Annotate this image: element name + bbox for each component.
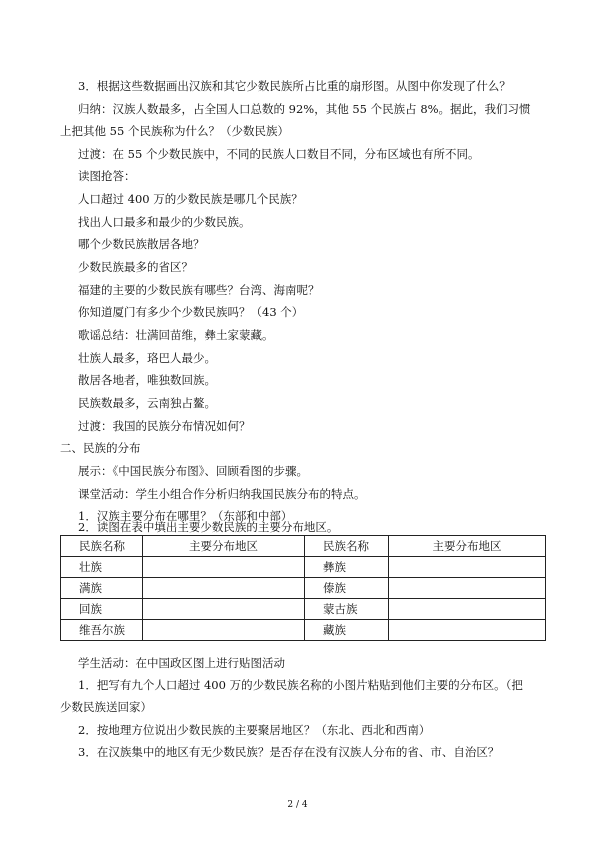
activity-step-3: 3．在汉族集中的地区有无少数民族？是否存在没有汉族人分布的省、市、自治区？ xyxy=(78,745,500,759)
summary-text-cont: 上把其他 55 个民族称为什么？（少数民族） xyxy=(60,124,289,138)
question-3-pie-chart: 3．根据这些数据画出汉族和其它少数民族所占比重的扇形图。从图中你发现了什么？ xyxy=(78,79,511,93)
table-cell: 藏族 xyxy=(305,620,389,641)
table-header: 主要分布地区 xyxy=(143,536,305,557)
question-2: 2．读图在表中填出主要少数民族的主要分布地区。 xyxy=(78,520,339,534)
rhyme-line: 民族数最多，云南独占鳌。 xyxy=(78,396,216,410)
section-heading: 二、民族的分布 xyxy=(60,441,141,455)
table-cell xyxy=(143,557,305,578)
transition-text: 过渡：我国的民族分布情况如何？ xyxy=(78,419,251,433)
class-activity-text: 课堂活动：学生小组合作分析归纳我国民族分布的特点。 xyxy=(78,487,366,501)
transition-text: 过渡：在 55 个少数民族中，不同的民族人口数目不同，分布区域也有所不同。 xyxy=(78,147,480,161)
table-cell: 壮族 xyxy=(61,557,143,578)
quiz-question: 福建的主要的少数民族有哪些？台湾、海南呢？ xyxy=(78,283,320,297)
table-cell xyxy=(389,557,546,578)
quiz-question: 哪个少数民族散居各地？ xyxy=(78,237,205,251)
table-cell xyxy=(143,620,305,641)
table-cell: 蒙古族 xyxy=(305,599,389,620)
activity-step-2: 2．按地理方位说出少数民族的主要聚居地区？（东北、西北和西南） xyxy=(78,723,431,737)
question-1: 1．汉族主要分布在哪里？（东部和中部） xyxy=(78,509,293,523)
table-cell: 傣族 xyxy=(305,578,389,599)
rhyme-summary: 歌谣总结：壮满回苗维，彝土家蒙藏。 xyxy=(78,328,274,342)
rhyme-line: 散居各地者，唯独数回族。 xyxy=(78,373,216,387)
activity-step-1-cont: 少数民族送回家） xyxy=(60,700,152,714)
page-number: 2 / 4 xyxy=(287,800,308,810)
table-cell: 满族 xyxy=(61,578,143,599)
table-header-row xyxy=(61,536,546,557)
table-header: 民族名称 xyxy=(305,536,389,557)
summary-text: 归纳：汉族人数最多，占全国人口总数的 92%，其他 55 个民族占 8%。据此，我们习惯 xyxy=(78,102,531,116)
table-cell xyxy=(143,578,305,599)
quiz-question: 人口超过 400 万的少数民族是哪几个民族？ xyxy=(78,192,303,206)
display-text: 展示：《中国民族分布图》、回顾看图的步骤。 xyxy=(78,464,308,478)
table-cell xyxy=(143,599,305,620)
student-activity-text: 学生活动：在中国政区图上进行贴图活动 xyxy=(78,656,285,670)
table-cell: 回族 xyxy=(61,599,143,620)
quiz-question: 少数民族最多的省区？ xyxy=(78,260,193,274)
table-row xyxy=(61,620,546,641)
rhyme-line: 壮族人最多，珞巴人最少。 xyxy=(78,351,216,365)
table-row xyxy=(61,599,546,620)
table-cell: 维吾尔族 xyxy=(61,620,143,641)
table-cell xyxy=(389,599,546,620)
table-row xyxy=(61,578,546,599)
table-cell: 彝族 xyxy=(305,557,389,578)
table-cell xyxy=(389,620,546,641)
table-row xyxy=(61,557,546,578)
activity-step-1: 1．把写有九个人口超过 400 万的少数民族名称的小图片粘贴到他们主要的分布区。（把 xyxy=(78,678,523,692)
table-header: 主要分布地区 xyxy=(389,536,546,557)
distribution-table xyxy=(60,535,546,641)
quiz-question: 你知道厦门有多少个少数民族吗？（43 个） xyxy=(78,305,304,319)
quiz-question: 找出人口最多和最少的少数民族。 xyxy=(78,215,251,229)
table-cell xyxy=(389,578,546,599)
quiz-heading: 读图抢答： xyxy=(78,169,136,183)
table-header: 民族名称 xyxy=(61,536,143,557)
